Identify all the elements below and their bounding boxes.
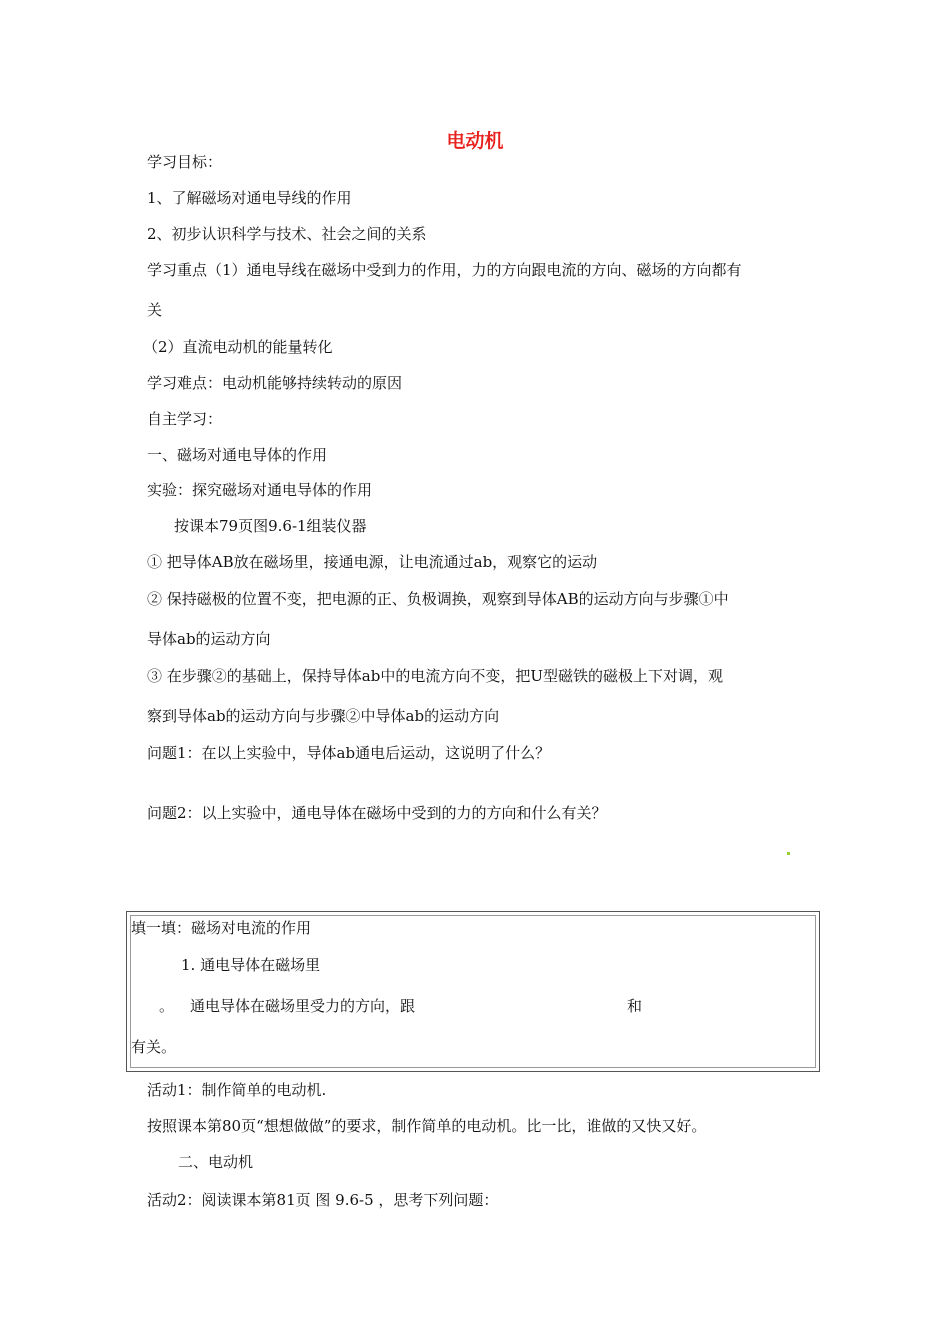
difficulty: 学习难点：电动机能够持续转动的原因	[147, 374, 403, 392]
fill-in-item-2-prefix: 。	[159, 997, 175, 1015]
step-3: ③ 在步骤②的基础上，保持导体ab中的电流方向不变，把U型磁铁的磁极上下对调，观	[147, 667, 723, 685]
activity-1-description: 按照课本第80页“想想做做”的要求，制作简单的电动机。比一比，谁做的又快又好。	[147, 1117, 707, 1135]
question-2: 问题2：以上实验中，通电导体在磁场中受到的力的方向和什么有关？	[147, 804, 607, 822]
question-1: 问题1：在以上实验中，导体ab通电后运动，这说明了什么？	[147, 744, 551, 762]
fill-in-item-2-end: 有关。	[131, 1038, 177, 1056]
step-2-cont: 导体ab的运动方向	[147, 630, 271, 648]
assemble-instruction: 按课本79页图9.6-1组装仪器	[174, 517, 367, 535]
activity-2: 活动2：阅读课本第81页 图 9.6-5 ，思考下列问题：	[147, 1191, 499, 1209]
goal-1: 1、了解磁场对通电导线的作用	[147, 189, 352, 207]
section-1-heading: 一、磁场对通电导体的作用	[147, 446, 328, 464]
step-3-cont: 察到导体ab的运动方向与步骤②中导体ab的运动方向	[147, 707, 500, 725]
key-point-2: （2）直流电动机的能量转化	[143, 338, 333, 356]
fill-in-item-2: 通电导体在磁场里受力的方向，跟	[190, 997, 416, 1015]
goal-2: 2、初步认识科学与技术、社会之间的关系	[147, 225, 427, 243]
fill-in-heading: 填一填：磁场对电流的作用	[131, 919, 312, 937]
key-point-1: 学习重点（1）通电导线在磁场中受到力的作用，力的方向跟电流的方向、磁场的方向都有	[147, 261, 742, 279]
fill-in-item-2-and: 和	[627, 997, 643, 1015]
page-title: 电动机	[446, 130, 504, 152]
experiment-heading: 实验：探究磁场对通电导体的作用	[147, 481, 373, 499]
self-study-heading: 自主学习：	[147, 410, 223, 428]
fill-in-item-1: 1. 通电导体在磁场里	[181, 956, 321, 974]
activity-1: 活动1：制作简单的电动机.	[147, 1081, 327, 1099]
speck-mark	[787, 852, 790, 855]
step-2: ② 保持磁极的位置不变，把电源的正、负极调换，观察到导体AB的运动方向与步骤①中	[147, 590, 729, 608]
section-2-heading: 二、电动机	[178, 1153, 254, 1171]
step-1: ① 把导体AB放在磁场里，接通电源，让电流通过ab，观察它的运动	[147, 553, 598, 571]
goals-heading: 学习目标：	[147, 153, 223, 171]
key-point-1-cont: 关	[147, 301, 163, 319]
